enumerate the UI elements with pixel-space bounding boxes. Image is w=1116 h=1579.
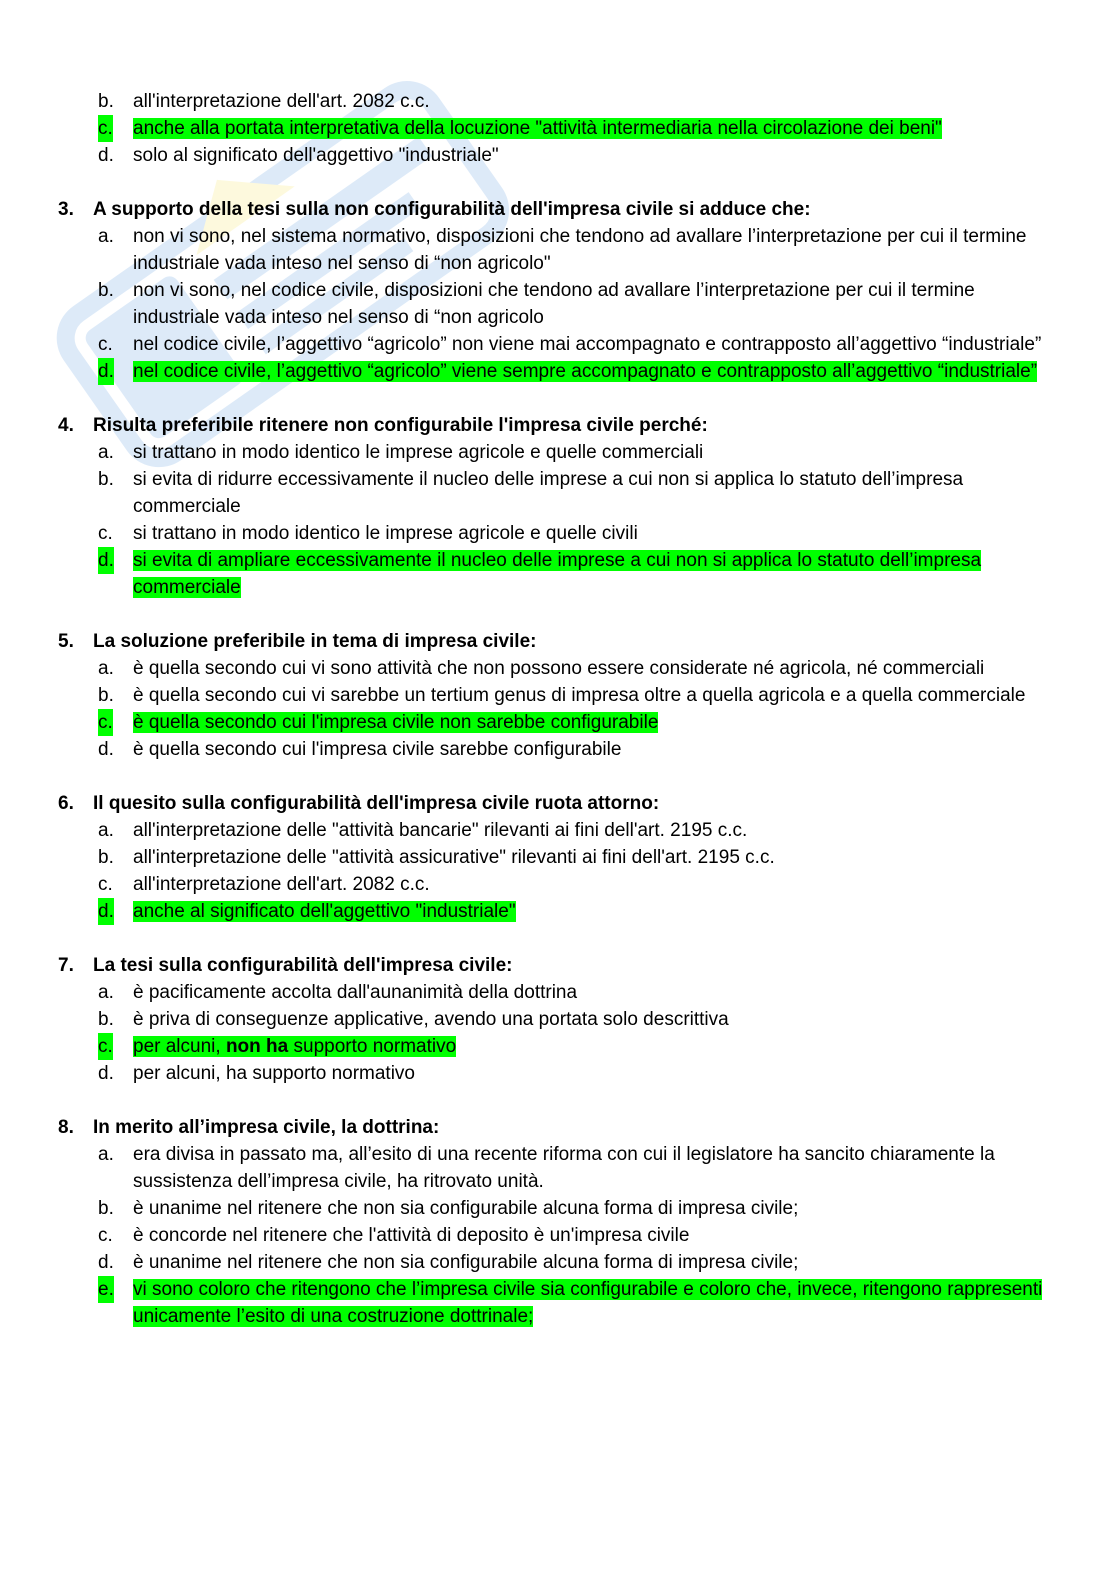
- option-letter: c.: [98, 334, 113, 355]
- option: [0, 88, 1116, 115]
- option: [0, 466, 1116, 520]
- option: [0, 736, 1116, 763]
- option-text: è unanime nel ritenere che non sia configurabile alcuna forma di impresa civile;: [133, 1252, 799, 1273]
- option-text: è unanime nel ritenere che non sia configurabile alcuna forma di impresa civile;: [133, 1198, 799, 1219]
- option-letter: c.: [98, 874, 113, 895]
- question-6: [0, 790, 1116, 925]
- option-letter: d.: [98, 1252, 114, 1273]
- option-letter: d.: [98, 1063, 114, 1084]
- option: [0, 1141, 1116, 1195]
- option-text: non vi sono, nel sistema normativo, disposizioni che tendono ad avallare l’interpretazione per cui il termine industriale vada inteso nel senso di “non agricolo": [133, 226, 1027, 274]
- option-text: nel codice civile, l’aggettivo “agricolo” non viene mai accompagnato e contrapposto all’aggettivo “industriale”: [133, 334, 1042, 355]
- option-letter: b.: [98, 280, 114, 301]
- option: [0, 871, 1116, 898]
- option-letter: a.: [98, 820, 114, 841]
- option: [0, 817, 1116, 844]
- option: [0, 520, 1116, 547]
- option: [0, 1060, 1116, 1087]
- option-letter: b.: [98, 847, 114, 868]
- option-letter: d.: [98, 739, 114, 760]
- option: [0, 142, 1116, 169]
- option-text: è priva di conseguenze applicative, avendo una portata solo descrittiva: [133, 1009, 729, 1030]
- question-7: [0, 952, 1116, 1087]
- option-text: per alcuni, ha supporto normativo: [133, 1063, 415, 1084]
- option: [0, 844, 1116, 871]
- question-title: [0, 196, 1116, 223]
- option-text: è quella secondo cui l'impresa civile non sarebbe configurabile: [133, 712, 659, 733]
- option-text: [133, 1036, 456, 1057]
- question-title: [0, 412, 1116, 439]
- question-text: La soluzione preferibile in tema di impresa civile:: [93, 631, 537, 652]
- option: [0, 682, 1116, 709]
- question-number: 8.: [58, 1117, 74, 1138]
- option-correct: [0, 115, 1116, 142]
- option-text-before: per alcuni,: [133, 1036, 226, 1057]
- option-correct: [0, 709, 1116, 736]
- document-page: [0, 88, 1116, 1357]
- option: [0, 439, 1116, 466]
- option-letter: d.: [98, 547, 114, 574]
- option: [0, 655, 1116, 682]
- option-text: all'interpretazione dell'art. 2082 c.c.: [133, 91, 430, 112]
- question-number: 6.: [58, 793, 74, 814]
- option: [0, 277, 1116, 331]
- option-letter: a.: [98, 1144, 114, 1165]
- option: [0, 1249, 1116, 1276]
- option: [0, 1006, 1116, 1033]
- option-text: anche alla portata interpretativa della locuzione "attività intermediaria nella circolazione dei beni": [133, 118, 942, 139]
- option-letter: a.: [98, 442, 114, 463]
- option-text: solo al significato dell'aggettivo "industriale": [133, 145, 499, 166]
- option-letter: b.: [98, 91, 114, 112]
- option-correct: [0, 1033, 1116, 1060]
- question-title: [0, 1114, 1116, 1141]
- option-text: vi sono coloro che ritengono che l’impresa civile sia configurabile e coloro che, invece, ritengono rappresenti unicamente l’esito di una costruzione dottrinale;: [133, 1279, 1043, 1327]
- option-text: all'interpretazione dell'art. 2082 c.c.: [133, 874, 430, 895]
- question-continuation: [0, 88, 1116, 169]
- option: [0, 223, 1116, 277]
- option-text: si trattano in modo identico le imprese agricole e quelle commerciali: [133, 442, 704, 463]
- option-correct: [0, 547, 1116, 601]
- option-text: all'interpretazione delle "attività assicurative" rilevanti ai fini dell'art. 2195 c.c.: [133, 847, 775, 868]
- option: [0, 331, 1116, 358]
- question-title: [0, 628, 1116, 655]
- question-number: 3.: [58, 199, 74, 220]
- question-text: A supporto della tesi sulla non configurabilità dell'impresa civile si adduce che:: [93, 199, 811, 220]
- option-letter: c.: [98, 523, 113, 544]
- question-8: [0, 1114, 1116, 1330]
- option-text: è quella secondo cui l'impresa civile sarebbe configurabile: [133, 739, 622, 760]
- option-text: è quella secondo cui vi sarebbe un tertium genus di impresa oltre a quella agricola e a quella commerciale: [133, 685, 1026, 706]
- option-letter: a.: [98, 982, 114, 1003]
- option-letter: a.: [98, 226, 114, 247]
- option-letter: e.: [98, 1276, 114, 1303]
- option-letter: a.: [98, 658, 114, 679]
- option-text: è concorde nel ritenere che l'attività di deposito è un'impresa civile: [133, 1225, 690, 1246]
- question-4: [0, 412, 1116, 601]
- option-letter: c.: [98, 709, 113, 736]
- option-letter: b.: [98, 1198, 114, 1219]
- question-3: [0, 196, 1116, 385]
- option-text: anche al significato dell'aggettivo "industriale": [133, 901, 516, 922]
- option-text: si evita di ridurre eccessivamente il nucleo delle imprese a cui non si applica lo statuto dell’impresa commerciale: [133, 469, 964, 517]
- option-correct: [0, 898, 1116, 925]
- option-letter: c.: [98, 115, 113, 142]
- option-text: all'interpretazione delle "attività bancarie" rilevanti ai fini dell'art. 2195 c.c.: [133, 820, 748, 841]
- option-letter: d.: [98, 358, 114, 385]
- option-letter: d.: [98, 898, 114, 925]
- question-text: In merito all’impresa civile, la dottrina:: [93, 1117, 440, 1138]
- question-text: Il quesito sulla configurabilità dell'impresa civile ruota attorno:: [93, 793, 660, 814]
- question-text: La tesi sulla configurabilità dell'impresa civile:: [93, 955, 513, 976]
- question-text: Risulta preferibile ritenere non configurabile l'impresa civile perché:: [93, 415, 708, 436]
- option-letter: b.: [98, 685, 114, 706]
- option-text: è quella secondo cui vi sono attività che non possono essere considerate né agricola, né commerciali: [133, 658, 985, 679]
- option-text: si trattano in modo identico le imprese agricole e quelle civili: [133, 523, 638, 544]
- option: [0, 979, 1116, 1006]
- question-number: 4.: [58, 415, 74, 436]
- option-text-after: supporto normativo: [288, 1036, 457, 1057]
- question-title: [0, 790, 1116, 817]
- option-text: era divisa in passato ma, all’esito di una recente riforma con cui il legislatore ha sancito chiaramente la sussistenza dell’impresa civile, ha ritrovato unità.: [133, 1144, 995, 1192]
- option-text: si evita di ampliare eccessivamente il nucleo delle imprese a cui non si applica lo statuto dell’impresa commerciale: [133, 550, 982, 598]
- question-5: [0, 628, 1116, 763]
- option-letter: c.: [98, 1225, 113, 1246]
- option-correct: [0, 358, 1116, 385]
- option: [0, 1222, 1116, 1249]
- option-text: nel codice civile, l’aggettivo “agricolo” viene sempre accompagnato e contrapposto all’aggettivo “industriale”: [133, 361, 1038, 382]
- option-letter: b.: [98, 1009, 114, 1030]
- option-text: è pacificamente accolta dall'aunanimità della dottrina: [133, 982, 578, 1003]
- option-text: non vi sono, nel codice civile, disposizioni che tendono ad avallare l’interpretazione per cui il termine industriale vada inteso nel senso di “non agricolo: [133, 280, 975, 328]
- option-letter: c.: [98, 1033, 113, 1060]
- option-text-bold: non ha: [225, 1036, 289, 1057]
- option: [0, 1195, 1116, 1222]
- question-number: 7.: [58, 955, 74, 976]
- question-title: [0, 952, 1116, 979]
- question-number: 5.: [58, 631, 74, 652]
- option-letter: d.: [98, 145, 114, 166]
- option-letter: b.: [98, 469, 114, 490]
- option-correct: [0, 1276, 1116, 1330]
